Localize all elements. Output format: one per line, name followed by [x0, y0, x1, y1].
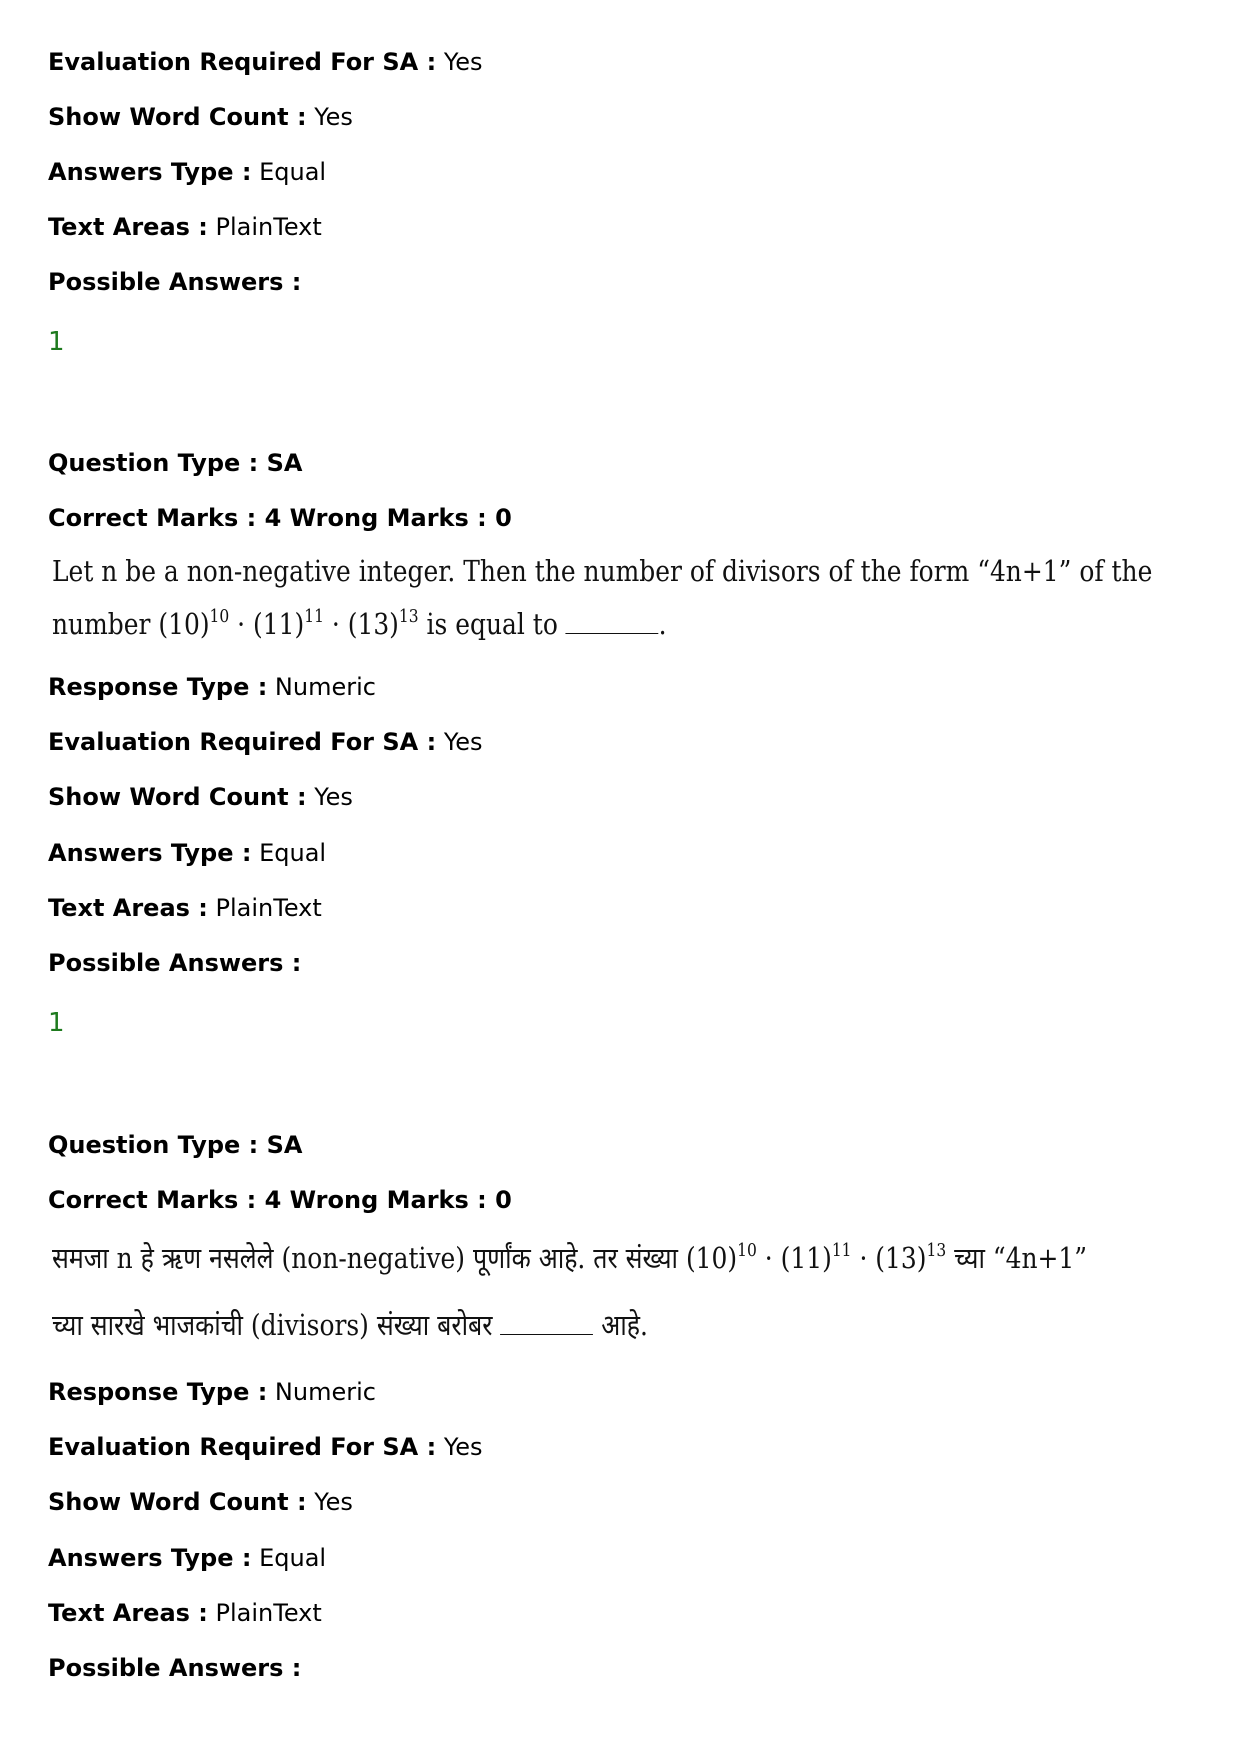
field-value: Equal: [251, 839, 327, 867]
field-label: Answers Type :: [48, 1544, 252, 1572]
field-label: Possible Answers :: [48, 268, 302, 296]
field-label: Text Areas :: [48, 1599, 208, 1627]
field-value: PlainText: [207, 1599, 322, 1627]
question-text-part: समजा n हे ऋण नसलेले (non-negative) पूर्णांक आहे. तर संख्या (10): [52, 1241, 738, 1275]
question-type-label: Question Type : SA: [48, 449, 303, 477]
show-word-count-row: [48, 1487, 353, 1517]
evaluation-required-row: [48, 1432, 483, 1462]
field-label: Show Word Count :: [48, 103, 307, 131]
field-label: Response Type :: [48, 673, 268, 701]
exponent: 11: [304, 606, 324, 627]
question-type-row: [48, 448, 302, 478]
field-label: Evaluation Required For SA :: [48, 728, 437, 756]
exponent: 13: [398, 606, 419, 627]
question-text-part: is equal to: [418, 607, 566, 641]
field-value: Equal: [251, 158, 327, 186]
exponent: 13: [926, 1240, 947, 1261]
show-word-count-row: [48, 102, 353, 132]
response-type-row: [48, 1377, 376, 1407]
question-text-line-1: Let n be a non-negative integer. Then the number of divisors of the form “4n+1” of the: [52, 554, 1153, 588]
field-value: Numeric: [267, 1378, 376, 1406]
field-label: Show Word Count :: [48, 1488, 307, 1516]
field-value: Yes: [436, 1433, 483, 1461]
field-label: Answers Type :: [48, 158, 252, 186]
field-label: Evaluation Required For SA :: [48, 1433, 437, 1461]
text-areas-row: [48, 212, 322, 242]
possible-answer-value: 1: [48, 327, 65, 357]
question-text-part: च्या “4n+1”: [946, 1241, 1088, 1275]
field-value: Yes: [436, 728, 483, 756]
question-text-part: · (13): [851, 1241, 927, 1275]
field-label: Response Type :: [48, 1378, 268, 1406]
marks-row: [48, 1185, 512, 1215]
marks-label: Correct Marks : 4 Wrong Marks : 0: [48, 504, 512, 532]
question-type-label: Question Type : SA: [48, 1131, 303, 1159]
field-label: Text Areas :: [48, 894, 208, 922]
field-value: Yes: [306, 103, 353, 131]
answers-type-row: [48, 838, 326, 868]
answer-blank: [500, 1312, 593, 1335]
field-value: Numeric: [267, 673, 376, 701]
field-label: Possible Answers :: [48, 949, 302, 977]
question-text-part: · (13): [323, 607, 399, 641]
question-text-part: number (10): [52, 607, 210, 641]
field-value: PlainText: [207, 894, 322, 922]
answers-type-row: [48, 157, 326, 187]
possible-answers-row: [48, 1653, 301, 1683]
response-type-row: [48, 672, 376, 702]
text-areas-row: [48, 1598, 322, 1628]
question-text-part: · (11): [229, 607, 305, 641]
answers-type-row: [48, 1543, 326, 1573]
exponent: 11: [831, 1240, 852, 1261]
field-label: Possible Answers :: [48, 1654, 302, 1682]
question-text-line-2: [52, 606, 667, 642]
marks-row: [48, 503, 512, 533]
field-value: Yes: [306, 1488, 353, 1516]
answer-blank: [566, 611, 659, 634]
evaluation-required-row: [48, 727, 483, 757]
exponent: 10: [209, 606, 230, 627]
marks-label: Correct Marks : 4 Wrong Marks : 0: [48, 1186, 512, 1214]
exponent: 10: [737, 1240, 757, 1261]
question-text-part: आहे.: [593, 1308, 648, 1342]
show-word-count-row: [48, 782, 353, 812]
field-label: Text Areas :: [48, 213, 208, 241]
question-text-part: .: [658, 607, 667, 641]
field-value: Yes: [436, 48, 483, 76]
question-text-part: च्या सारखे भाजकांची (divisors) संख्या बरोबर: [52, 1308, 501, 1342]
question-type-row: [48, 1130, 302, 1160]
possible-answers-row: [48, 948, 301, 978]
evaluation-required-row: [48, 47, 483, 77]
question-text-line-2: [52, 1307, 648, 1343]
field-label: Evaluation Required For SA :: [48, 48, 437, 76]
text-areas-row: [48, 893, 322, 923]
question-text-line-1: [52, 1240, 1087, 1276]
question-text-part: · (11): [756, 1241, 832, 1275]
field-label: Show Word Count :: [48, 783, 307, 811]
field-label: Answers Type :: [48, 839, 252, 867]
possible-answers-row: [48, 267, 301, 297]
possible-answer-value: 1: [48, 1008, 65, 1038]
field-value: PlainText: [207, 213, 322, 241]
field-value: Equal: [251, 1544, 327, 1572]
field-value: Yes: [306, 783, 353, 811]
